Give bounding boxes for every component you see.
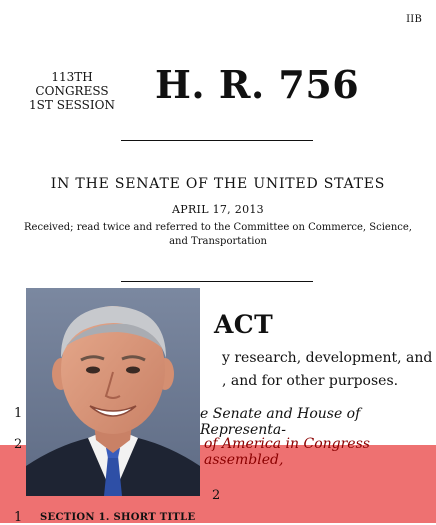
document-code: IIB: [406, 14, 422, 25]
divider-top: [121, 140, 313, 141]
senate-heading: IN THE SENATE OF THE UNITED STATES: [50, 176, 386, 192]
received-date: APRIL 17, 2013: [172, 203, 264, 216]
purpose-line-2: , and for other purposes.: [222, 373, 399, 389]
referral-text: Received; read twice and referred to the Committee on Commerce, Science, and Transportation: [24, 222, 412, 247]
page-number: 2: [212, 488, 221, 503]
congress-session: [14, 70, 130, 112]
divider-bottom: [121, 281, 313, 282]
line-number-section: 1: [14, 510, 23, 525]
portrait-photo-icon: [26, 288, 200, 496]
line-number-1: 1: [14, 406, 23, 421]
line-number-2: 2: [14, 437, 23, 452]
bill-number: H. R. 756: [155, 62, 360, 107]
session-label: 1ST SESSION: [29, 98, 115, 112]
enacting-clause-line-2: of America in Congress assembled,: [204, 436, 370, 468]
act-title: ACT: [214, 310, 274, 339]
section-title: SECTION 1. SHORT TITLE: [40, 512, 196, 523]
congress-label: 113TH CONGRESS: [35, 70, 109, 98]
enacting-clause-line-1: e Senate and House of Representa-: [200, 406, 361, 438]
purpose-line-1: y research, development, and: [222, 350, 433, 366]
